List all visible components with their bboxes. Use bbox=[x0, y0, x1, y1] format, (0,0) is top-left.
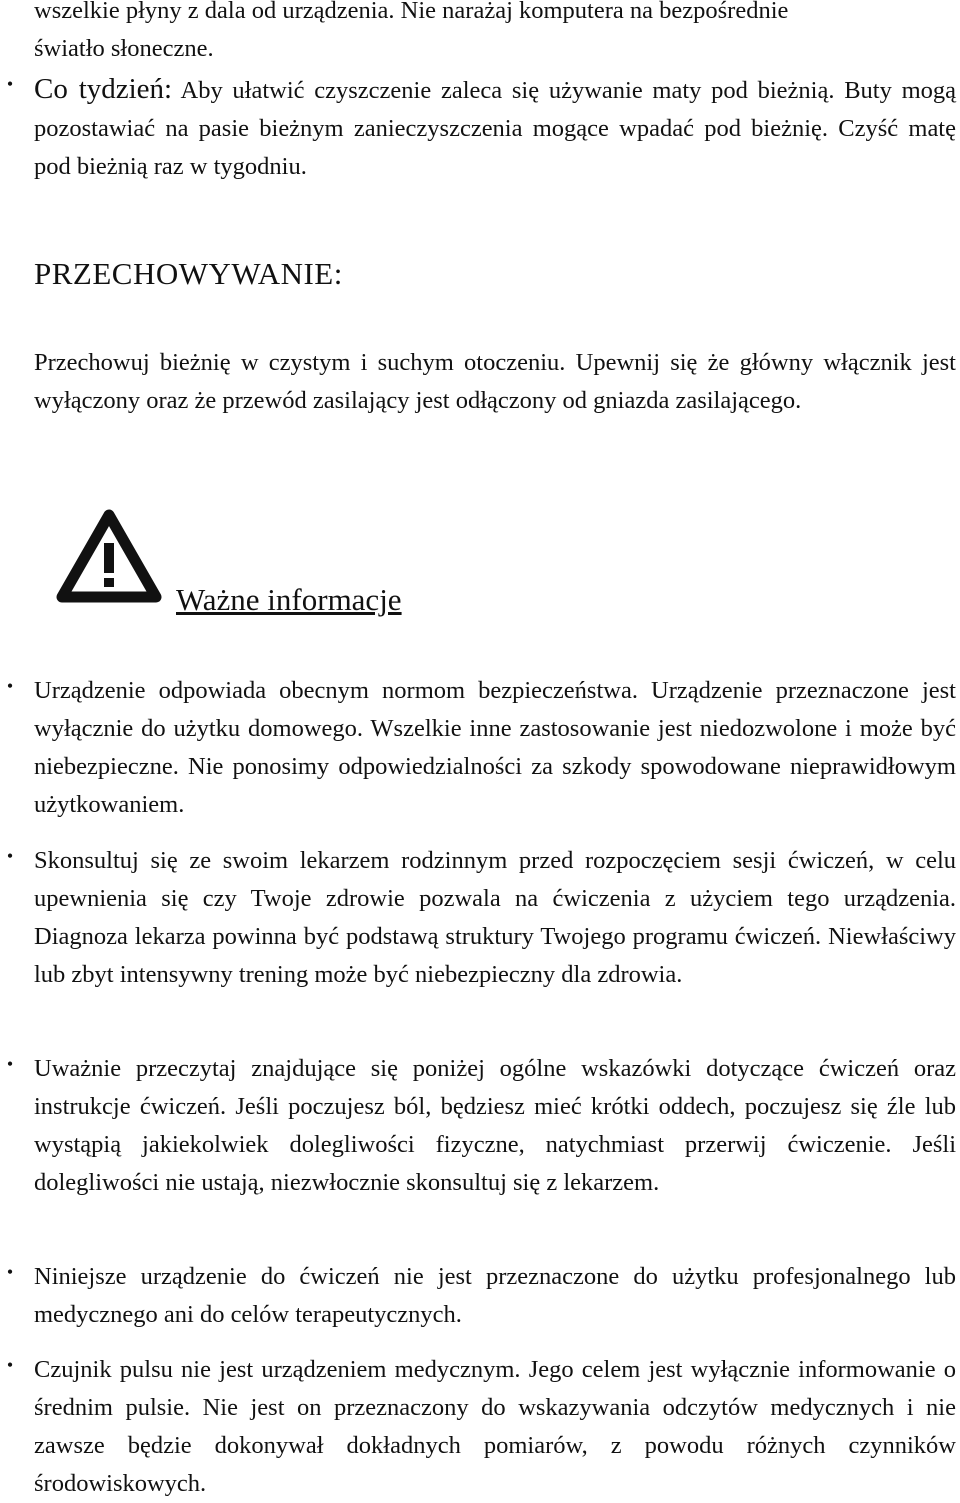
bullet-1: • bbox=[6, 676, 14, 696]
storage-paragraph: Przechowuj bieżnię w czystym i suchym otoczeniu. Upewnij się że główny włącznik jest wyłączony oraz że przewód zasilający jest odłączony od gniazda zasilającego. bbox=[34, 349, 956, 414]
important-item-5: Czujnik pulsu nie jest urządzeniem medycznym. Jego celem jest wyłącznie informowanie o średnim pulsie. Nie jest on przeznaczony do wskazywania odczytów medycznych i nie zawsze będzie dokonywał dokładnych pomiarów, z powodu różnych czynników środowiskowych. bbox=[34, 1356, 956, 1497]
important-item-4: Niniejsze urządzenie do ćwiczeń nie jest przeznaczone do użytku profesjonalnego lub medycznego ani do celów terapeutycznych. bbox=[34, 1263, 956, 1328]
bullet-3: • bbox=[6, 1054, 14, 1074]
bullet-5: • bbox=[6, 1355, 14, 1375]
bullet-4: • bbox=[6, 1262, 14, 1282]
continuation-line-2: światło słoneczne. bbox=[34, 35, 214, 62]
bullet-2: • bbox=[6, 846, 14, 866]
weekly-text: Aby ułatwić czyszczenie zaleca się używanie maty pod bieżnią. Buty mogą pozostawiać na pasie bieżnym zanieczyszczenia mogące wpadać pod bieżnię. Czyść matę pod bieżnią raz w tygodniu. bbox=[34, 77, 957, 180]
important-item-3: Uważnie przeczytaj znajdujące się poniżej ogólne wskazówki dotyczące ćwiczeń oraz instrukcje ćwiczeń. Jeśli poczujesz ból, będziesz mieć krótki oddech, poczujesz się źle lub wystąpią jakiekolwiek dolegliwości fizyczne, natychmiast przerwij ćwiczenie. Jeśli dolegliwości nie ustają, niezwłocznie skonsultuj się z lekarzem. bbox=[34, 1055, 956, 1196]
storage-title: PRZECHOWYWANIE: bbox=[34, 256, 343, 291]
weekly-lead: Co tydzień: bbox=[34, 73, 173, 105]
important-heading: Ważne informacje bbox=[176, 582, 402, 617]
weekly-paragraph bbox=[34, 70, 956, 186]
warning-triangle-icon bbox=[56, 509, 162, 605]
continuation-line-1: wszelkie płyny z dala od urządzenia. Nie narażaj komputera na bezpośrednie bbox=[34, 0, 789, 24]
bullet-weekly: • bbox=[6, 74, 14, 94]
important-item-2: Skonsultuj się ze swoim lekarzem rodzinnym przed rozpoczęciem sesji ćwiczeń, w celu upewnienia się czy Twoje zdrowie pozwala na ćwiczenia z użyciem tego urządzenia. Diagnoza lekarza powinna być podstawą struktury Twojego programu ćwiczeń. Niewłaściwy lub zbyt intensywny trening może być niebezpieczny dla zdrowia. bbox=[34, 847, 956, 988]
important-item-1: Urządzenie odpowiada obecnym normom bezpieczeństwa. Urządzenie przeznaczone jest wyłącznie do użytku domowego. Wszelkie inne zastosowanie jest niedozwolone i może być niebezpieczne. Nie ponosimy odpowiedzialności za szkody spowodowane nieprawidłowym użytkowaniem. bbox=[34, 677, 956, 818]
